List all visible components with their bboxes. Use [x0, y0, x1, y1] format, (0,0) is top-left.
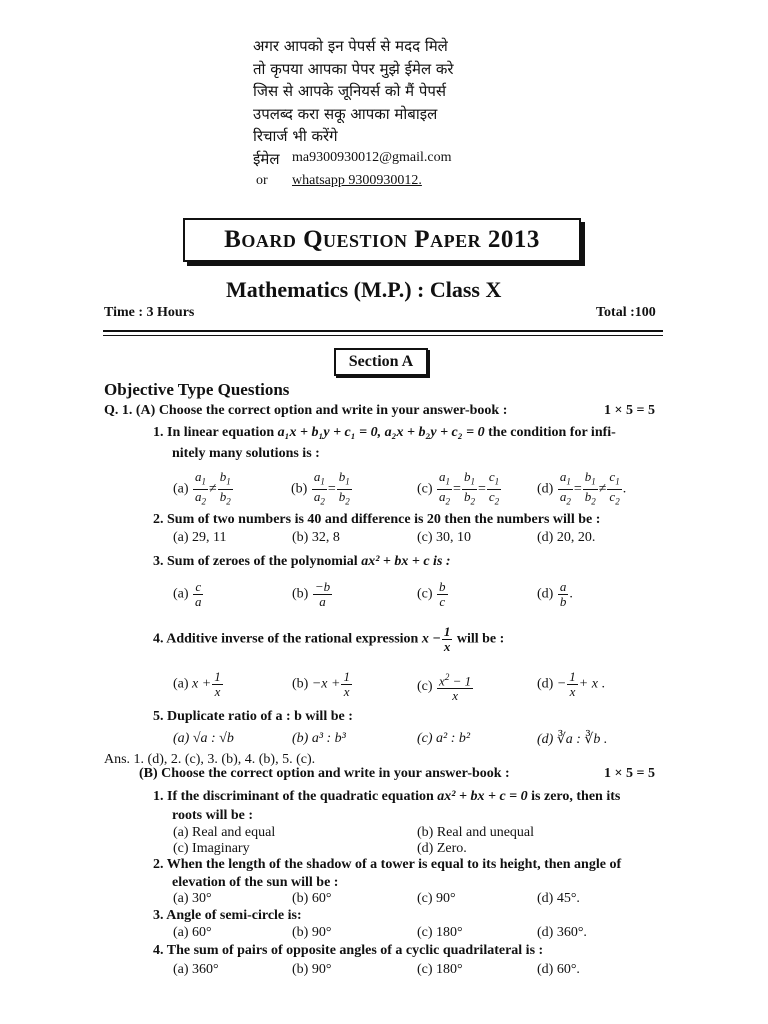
option-a3-a: (a) $\frac{c}{a}$ [173, 579, 202, 609]
option-b3-c: (c) 180° [417, 925, 463, 940]
marks-b: 1 × 5 = 5 [604, 766, 655, 781]
section-label-box [334, 348, 428, 376]
option-b4-c: (c) 180° [417, 962, 463, 977]
instruction-b: (B) Choose the correct option and write in your answer-book : [139, 766, 510, 781]
option-a3-c: (c) $\frac{b}{c}$ [417, 579, 446, 609]
option-a5-b: (b) a³ : b³ [292, 731, 346, 746]
paper-title: Board Question Paper 2013 [224, 226, 540, 253]
hindi-note-line: तो कृपया आपका पेपर मुझे ईमेल करे [253, 60, 454, 78]
option-a2-b: (b) 32, 8 [292, 530, 340, 545]
total-marks: Total :100 [596, 305, 656, 320]
option-b3-a: (a) 60° [173, 925, 212, 940]
option-b3-d: (d) 360°. [537, 925, 587, 940]
option-b4-a: (a) 360° [173, 962, 219, 977]
option-b2-d: (d) 45°. [537, 891, 580, 906]
question-b2: 2. When the length of the shadow of a tower is equal to its height, then angle of [153, 857, 622, 872]
question-a1-cont: nitely many solutions is : [172, 446, 320, 461]
option-b4-d: (d) 60°. [537, 962, 580, 977]
hindi-note-line: अगर आपको इन पेपर्स से मदद मिले [253, 37, 448, 55]
option-b4-b: (b) 90° [292, 962, 332, 977]
divider [103, 330, 663, 332]
option-a3-b: (b) $\frac{-b}{a}$ [292, 579, 331, 609]
question-b1: 1. If the discriminant of the quadratic equation ax² + bx + c = 0 is zero, then its [153, 789, 621, 804]
hindi-note-line: जिस से आपके जूनियर्स को मैं पेपर्स [253, 82, 447, 100]
question-b2-cont: elevation of the sun will be : [172, 875, 339, 890]
section-label: Section A [348, 353, 414, 370]
option-a1-c: (c) $\frac{a_1}{a_2}$ = $\frac{b_1}{b_2}$ = $\frac{c_1}{c_2}$ [417, 469, 500, 507]
option-b2-a: (a) 30° [173, 891, 212, 906]
email-label: ईमेल [253, 150, 280, 168]
question-b3: 3. Angle of semi-circle is: [153, 908, 302, 923]
instruction-a: Q. 1. (A) Choose the correct option and write in your answer-book : [104, 403, 508, 418]
option-a5-d: (d) ∛a : ∛b . [537, 732, 608, 747]
option-a2-d: (d) 20, 20. [537, 530, 596, 545]
question-a4: 4. Additive inverse of the rational expression x − $\frac{1}{x}$ will be : [153, 624, 505, 654]
option-a3-d: (d) $\frac{a}{b}$ . [537, 579, 573, 609]
option-b2-b: (b) 60° [292, 891, 332, 906]
option-a2-a: (a) 29, 11 [173, 530, 227, 545]
option-a5-c: (c) a² : b² [417, 731, 471, 746]
option-a2-c: (c) 30, 10 [417, 530, 472, 545]
option-a5-a: (a) √a : √b [173, 731, 234, 746]
polynomial: ax² + bx + c is : [361, 554, 451, 569]
option-a1-b: (b) $\frac{a_1}{a_2}$ = $\frac{b_1}{b_2}$ [291, 469, 350, 507]
option-a1-a: (a) $\frac{a_1}{a_2}$ ≠ $\frac{b_1}{b_2}$ [173, 469, 231, 507]
question-a1: 1. In linear equation a₁x + b₁y + c₁ = 0, a₂x + b₂y + c₂ = 0 the condition for infi- [153, 425, 616, 440]
question-b4: 4. The sum of pairs of opposite angles of a cyclic quadrilateral is : [153, 943, 544, 958]
subject-heading: Mathematics (M.P.) : Class X [226, 277, 502, 302]
email-address: ma9300930012@gmail.com [292, 150, 452, 165]
question-b1-cont: roots will be : [172, 808, 254, 823]
section-heading: Objective Type Questions [104, 380, 290, 399]
option-a4-b: (b) −x + $\frac{1}{x}$ [292, 669, 350, 699]
hindi-note-line: उपलब्द करा सकू आपका मोबाइल [253, 105, 438, 123]
option-b1-c: (c) Imaginary [173, 841, 250, 856]
option-a1-d: (d) $\frac{a_1}{a_2}$ = $\frac{b_1}{b_2}$ ≠ $\frac{c_1}{c_2}$ . [537, 469, 627, 507]
or-label: or [256, 173, 268, 188]
time-label: Time : 3 Hours [104, 305, 195, 320]
option-b1-a: (a) Real and equal [173, 825, 276, 840]
option-b2-c: (c) 90° [417, 891, 456, 906]
whatsapp-number: whatsapp 9300930012. [292, 173, 422, 188]
option-a4-c: (c) $\frac{x^2 - 1}{x}$ [417, 672, 472, 704]
divider [103, 335, 663, 336]
question-a2: 2. Sum of two numbers is 40 and difference is 20 then the numbers will be : [153, 512, 601, 527]
question-a5: 5. Duplicate ratio of a : b will be : [153, 709, 353, 724]
option-b1-d: (d) Zero. [417, 841, 467, 856]
paper-title-box [183, 218, 581, 262]
option-b1-b: (b) Real and unequal [417, 825, 535, 840]
option-a4-a: (a) x + $\frac{1}{x}$ [173, 669, 221, 699]
question-a3: 3. Sum of zeroes of the polynomial ax² + bx + c is : [153, 554, 451, 569]
equation: ax² + bx + c = 0 [437, 789, 528, 804]
marks-a: 1 × 5 = 5 [604, 403, 655, 418]
option-b3-b: (b) 90° [292, 925, 332, 940]
answer-key-a: Ans. 1. (d), 2. (c), 3. (b), 4. (b), 5. (c). [104, 752, 316, 767]
option-a4-d: (d) − $\frac{1}{x}$ + x . [537, 669, 605, 699]
hindi-note-line: रिचार्ज भी करेंगे [253, 127, 338, 145]
equation: a₁x + b₁y + c₁ = 0, a₂x + b₂y + c₂ = 0 [277, 425, 485, 440]
